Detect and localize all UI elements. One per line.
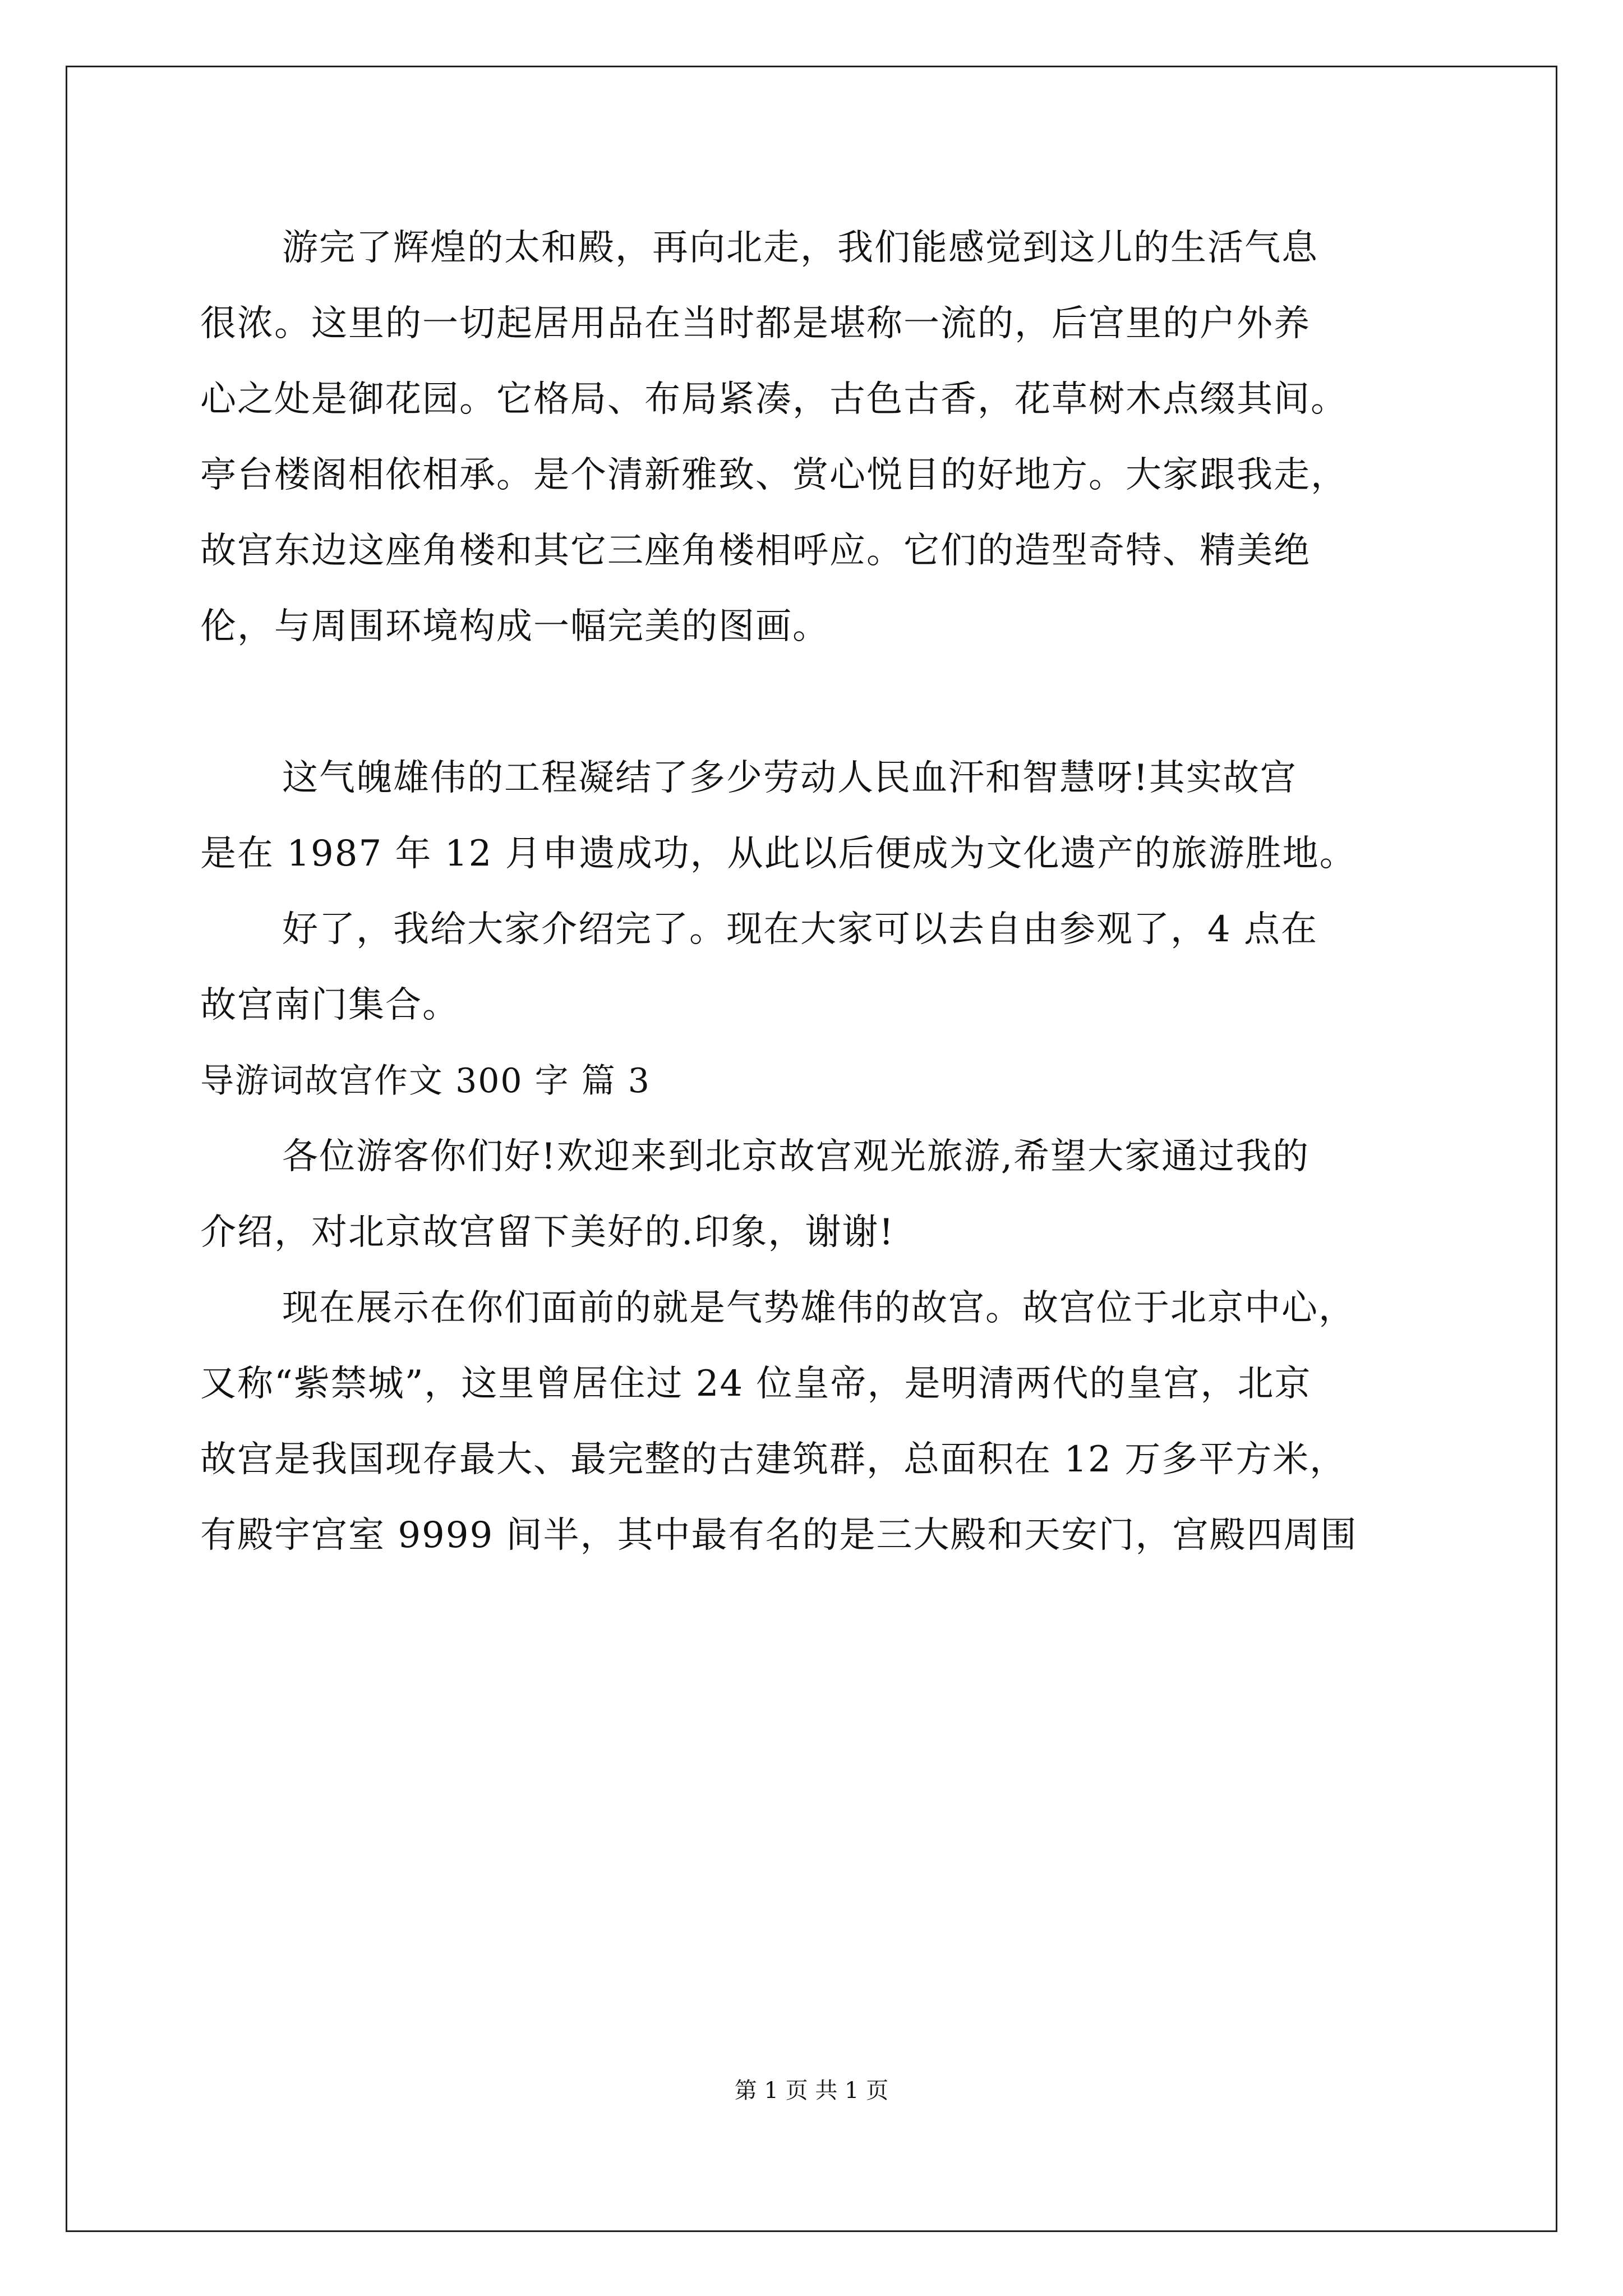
paragraph-line: 各位游客你们好!欢迎来到北京故宫观光旅游,希望大家通过我的	[282, 1136, 1310, 1177]
paragraph-line: 现在展示在你们面前的就是气势雄伟的故宫。故宫位于北京中心，	[282, 1287, 1355, 1329]
paragraph-line: 伦，与周围环境构成一幅完美的图画。	[200, 606, 829, 647]
paragraph-line: 这气魄雄伟的工程凝结了多少劳动人民血汗和智慧呀!其实故宫	[282, 757, 1297, 799]
paragraph-line: 故宫南门集合。	[200, 984, 459, 1026]
paragraph-line: 有殿宇宫室 9999 间半，其中最有名的是三大殿和天安门，宫殿四周围	[200, 1515, 1358, 1556]
paragraph-line: 很浓。这里的一切起居用品在当时都是堪称一流的，后宫里的户外养	[200, 303, 1311, 344]
paragraph-line: 亭台楼阁相依相承。是个清新雅致、赏心悦目的好地方。大家跟我走，	[200, 454, 1348, 496]
page-number-footer: 第 1 页 共 1 页	[734, 2078, 889, 2104]
paragraph-line: 是在 1987 年 12 月申遗成功，从此以后便成为文化遗产的旅游胜地。	[200, 833, 1357, 875]
paragraph-line: 又称“紫禁城”，这里曾居住过 24 位皇帝，是明清两代的皇宫，北京	[200, 1363, 1312, 1405]
section-heading: 导游词故宫作文 300 字 篇 3	[200, 1061, 651, 1101]
paragraph-line: 好了，我给大家介绍完了。现在大家可以去自由参观了，4 点在	[282, 909, 1318, 950]
paragraph-line: 故宫是我国现存最大、最完整的古建筑群，总面积在 12 万多平方米，	[200, 1439, 1347, 1480]
paragraph-line: 故宫东边这座角楼和其它三座角楼相呼应。它们的造型奇特、精美绝	[200, 530, 1311, 572]
paragraph-line: 介绍，对北京故宫留下美好的.印象，谢谢!	[200, 1212, 895, 1253]
paragraph-line: 游完了辉煌的太和殿，再向北走，我们能感觉到这儿的生活气息	[282, 227, 1318, 269]
paragraph-line: 心之处是御花园。它格局、布局紧凑，古色古香，花草树木点缀其间。	[200, 379, 1348, 420]
